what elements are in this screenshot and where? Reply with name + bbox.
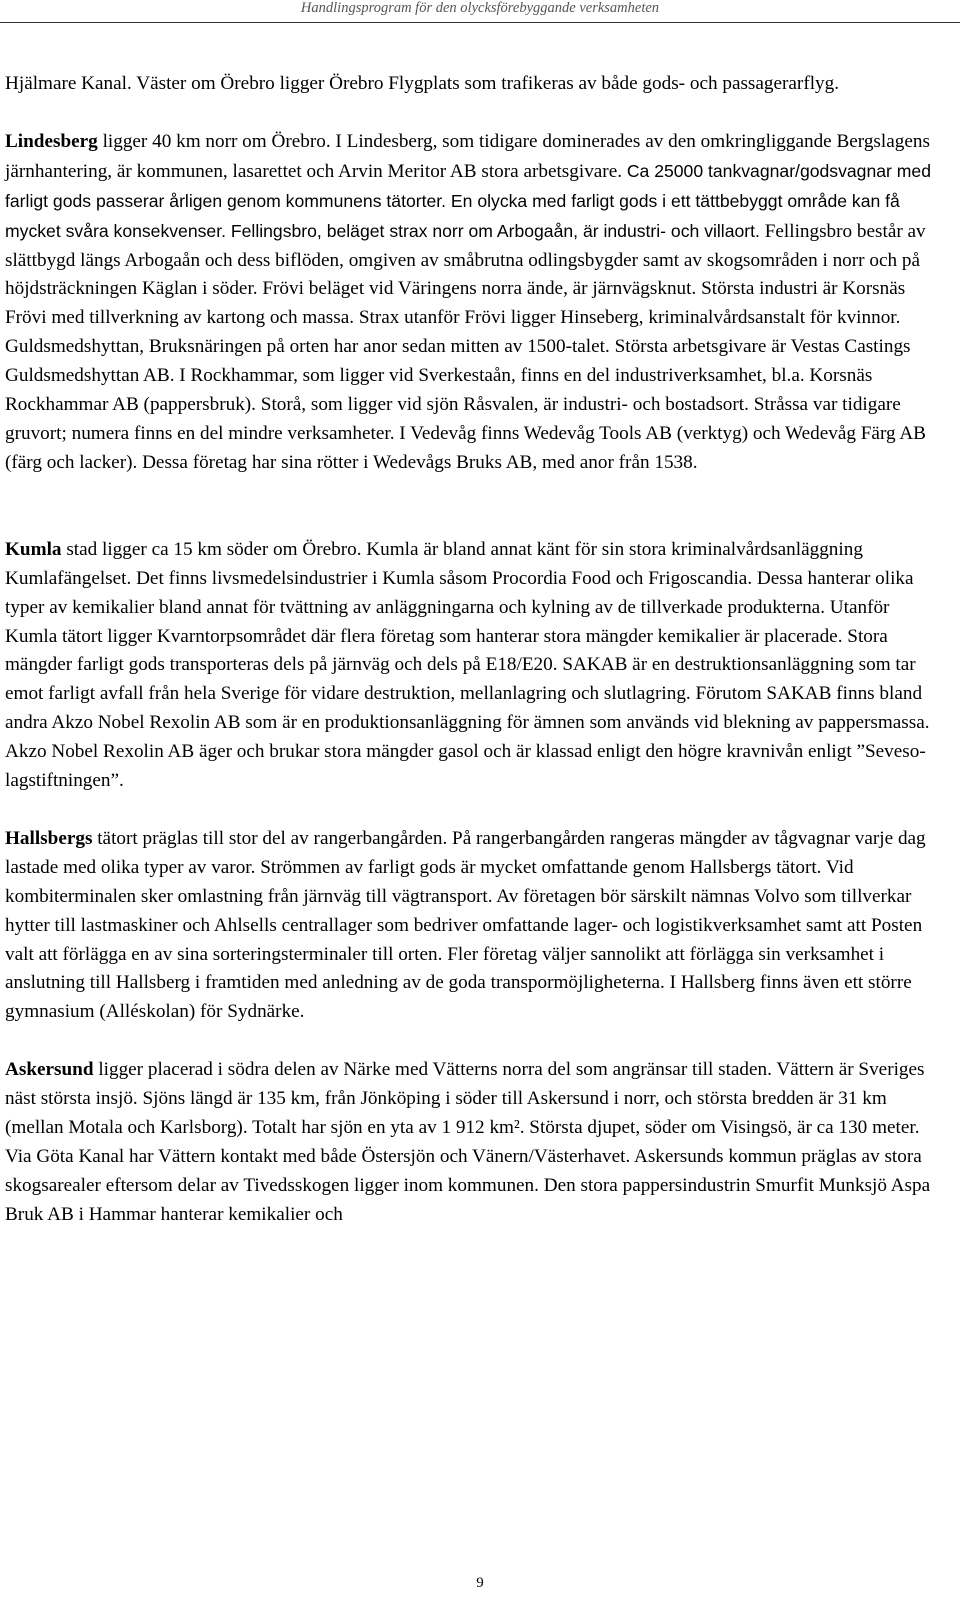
heading-hallsberg: Hallsbergs	[5, 827, 93, 849]
heading-kumla: Kumla	[5, 538, 62, 560]
kumla-text: stad ligger ca 15 km söder om Örebro. Kumla är bland annat känt för sin stora kriminalvårdsanläggning Kumlafängelset. Det finns livsmedelsindustrier i Kumla såsom Procordia Food och Frigoscandia. Dessa hanterar olika typer av kemikalier bland annat för tvättning av anläggningarna och kylning av de tillverkade produkterna. Utanför Kumla tätort ligger Kvarntorpsområdet där flera företag som hanterar stora mängder kemikalier är placerade. Stora mängder farligt gods transporteras dels på järnväg och dels på E18/E20. SAKAB är en destruktionsanläggning som tar emot farligt avfall från hela Sverige för vidare destruktion, mellanlagring och slutlagring. Förutom SAKAB finns bland andra Akzo Nobel Rexolin AB som är en produktionsanläggning för ämnen som används vid blekning av pappersmassa. Akzo Nobel Rexolin AB äger och brukar stora mängder gasol och är klassad enligt den högre kravnivån enligt ”Seveso-lagstiftningen”.	[5, 538, 930, 792]
paragraph-lindesberg	[5, 128, 937, 478]
hallsberg-text: tätort präglas till stor del av rangerbangården. På rangerbangården rangeras mängder av tågvagnar varje dag lastade med olika typer av varor. Strömmen av farligt gods är mycket omfattande genom Hallsbergs tätort. Vid kombiterminalen sker omlastning från järnväg till vägtransport. Av företagen bör särskilt nämnas Volvo som tillverkar hytter till lastmaskiner och Ahlsells centrallager som bedriver omfattande lager- och logistikverksamhet samt att Posten valt att förlägga en av sina sorteringsterminaler till orten. Fler företag väljer sannolikt att förlägga sin verksamhet i anslutning till Hallsberg i framtiden med anledning av de goda transpormöjligheterna. I Hallsberg finns även ett större gymnasium (Alléskolan) för Sydnärke.	[5, 827, 926, 1023]
heading-askersund: Askersund	[5, 1059, 94, 1081]
paragraph-kumla	[5, 536, 937, 796]
page-number: 9	[476, 1575, 484, 1591]
paragraph-askersund	[5, 1056, 937, 1229]
paragraph-hallsberg	[5, 825, 937, 1027]
heading-lindesberg: Lindesberg	[5, 130, 98, 152]
paragraph-flygplats: Hjälmare Kanal. Väster om Örebro ligger Örebro Flygplats som trafikeras av både gods- och passagerarflyg.	[5, 73, 840, 94]
header-rule	[0, 22, 960, 23]
document-body	[5, 70, 937, 1230]
askersund-text: ligger placerad i södra delen av Närke med Vätterns norra del som angränsar till staden. Vättern är Sveriges näst största insjö. Sjöns längd är 135 km, från Jönköping i söder till Askersund i norr, och största bredden är 31 km (mellan Motala och Karlsborg). Totalt har sjön en yta av 1 912 km². Största djupet, söder om Visingsö, är ca 130 meter. Via Göta Kanal har Vättern kontakt med både Östersjön och Vänern/Västerhavet. Askersunds kommun präglas av stora skogsarealer eftersom delar av Tivedsskogen ligger inom kommunen. Den stora pappersindustrin Smurfit Munksjö Aspa Bruk AB i Hammar hanterar kemikalier och	[5, 1059, 931, 1225]
running-header: Handlingsprogram för den olycksförebyggande verksamheten	[300, 0, 660, 16]
lindesberg-intro: ligger 40 km norr om Örebro. I Lindesberg, som tidigare dominerades av den omkringliggande Bergslagens järnhantering, är kommunen, lasarettet och Arvin Meritor AB stora arbetsgivare.	[5, 130, 930, 182]
lindesberg-rest: Fellingsbro består av slättbygd längs Arbogaån och dess biflöden, omgiven av småbrutna odlingsbygder samt av skogsområden i norr och på höjdsträckningen Käglan i söder. Frövi beläget vid Väringens norra ände, är järnvägsknut. Största industri är Korsnäs Frövi med tillverkning av kartong och massa. Strax utanför Frövi ligger Hinseberg, kriminalvårdsanstalt för kvinnor. Guldsmedshyttan, Bruksnäringen på orten har anor sedan mitten av 1500-talet. Största arbetsgivare är Vestas Castings Guldsmedshyttan AB. I Rockhammar, som ligger vid Sverkestaån, finns en del industriverksamhet, bl.a. Korsnäs Rockhammar AB (pappersbruk). Storå, som ligger vid sjön Råsvalen, är industri- och bostadsort. Stråssa var tidigare gruvort; numera finns en del mindre verksamheter. I Vedevåg finns Wedevåg Tools AB (verktyg) och Wedevåg Färg AB (färg och lacker). Dessa företag har sina rötter i Wedevågs Bruks AB, med anor från 1538.	[5, 220, 926, 473]
lindesberg-sans-text: Ca 25000 tankvagnar/godsvagnar med farligt gods passerar årligen genom kommunens tätorter. En olycka med farligt gods i ett tättbebyggt område kan få mycket svåra konsekvenser. Fellingsbro, beläget strax norr om Arbogaån, är industri- och villaort.	[5, 160, 932, 241]
